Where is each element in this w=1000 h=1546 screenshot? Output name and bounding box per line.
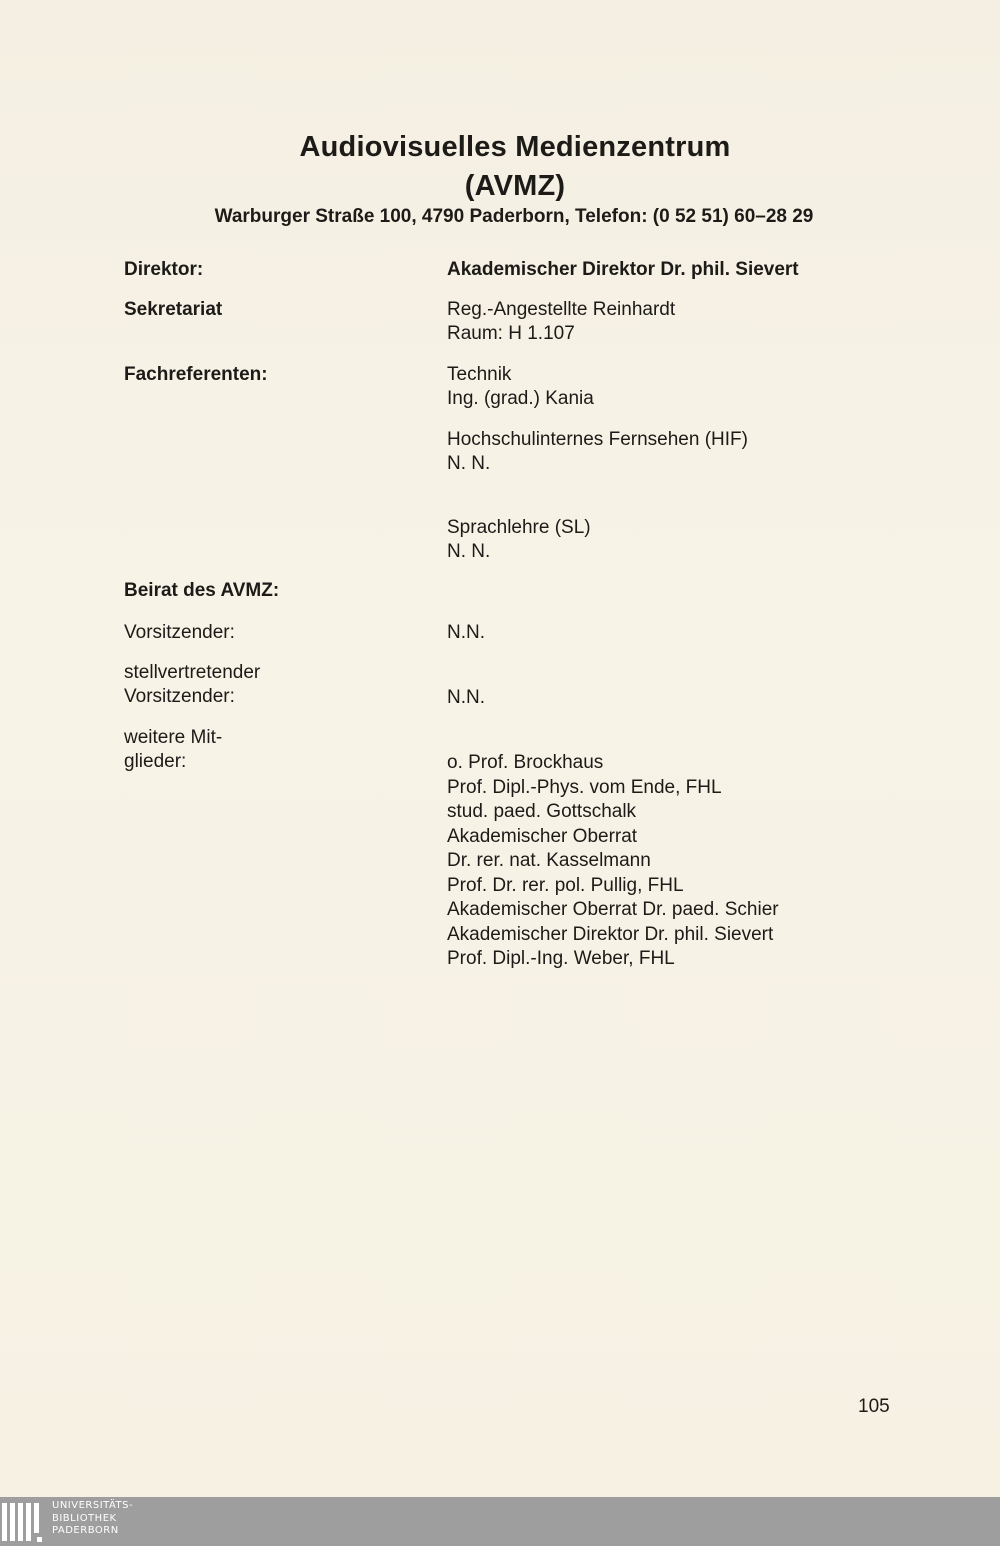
stellv-vorsitzender-label: stellvertretender bbox=[124, 662, 261, 683]
beirat-member: Prof. Dipl.-Ing. Weber, FHL bbox=[447, 948, 675, 969]
beirat-member: Akademischer Oberrat Dr. paed. Schier bbox=[447, 899, 779, 920]
stellv-vorsitzender-value: N.N. bbox=[447, 687, 485, 708]
library-footer-bar bbox=[0, 1497, 1000, 1546]
beirat-member: Akademischer Oberrat bbox=[447, 825, 638, 847]
beirat-heading: Beirat des AVMZ: bbox=[124, 580, 280, 601]
fachreferent-technik-area: Technik bbox=[447, 364, 512, 385]
fachreferent-sl-name: N. N. bbox=[447, 541, 491, 562]
fachreferenten-label: Fachreferenten: bbox=[124, 364, 268, 385]
library-name-line: BIBLIOTHEK bbox=[52, 1512, 117, 1524]
sekretariat-label: Sekretariat bbox=[124, 299, 223, 320]
beirat-member: Dr. rer. nat. Kasselmann bbox=[447, 850, 651, 871]
vorsitzender-value: N.N. bbox=[447, 622, 485, 643]
direktor-label: Direktor: bbox=[124, 259, 204, 280]
fachreferent-sl-area: Sprachlehre (SL) bbox=[447, 517, 591, 538]
beirat-member: stud. paed. Gottschalk bbox=[447, 801, 637, 822]
direktor-value: Akademischer Direktor Dr. phil. Sievert bbox=[447, 259, 799, 280]
beirat-member: Akademischer Direktor Dr. phil. Sievert bbox=[447, 923, 774, 945]
stellv-vorsitzender-label-cont: Vorsitzender: bbox=[124, 686, 235, 707]
page-number: 105 bbox=[858, 1396, 890, 1417]
page-title-abbreviation: (AVMZ) bbox=[464, 170, 566, 202]
fachreferent-technik-name: Ing. (grad.) Kania bbox=[447, 388, 594, 409]
vorsitzender-label: Vorsitzender: bbox=[124, 622, 235, 643]
library-name-line: UNIVERSITÄTS- bbox=[52, 1500, 134, 1511]
beirat-member: Prof. Dipl.-Phys. vom Ende, FHL bbox=[447, 776, 722, 798]
page-title: Audiovisuelles Medienzentrum bbox=[299, 131, 731, 163]
sekretariat-room: Raum: H 1.107 bbox=[447, 323, 575, 344]
sekretariat-line: Reg.-Angestellte Reinhardt bbox=[447, 299, 676, 320]
fachreferent-hif-name: N. N. bbox=[447, 453, 491, 474]
address-line: Warburger Straße 100, 4790 Paderborn, Telefon: (0 52 51) 60–28 29 bbox=[214, 206, 814, 227]
library-name bbox=[52, 1500, 133, 1538]
library-name-line: PADERBORN bbox=[52, 1525, 119, 1536]
weitere-mitglieder-label-cont: glieder: bbox=[124, 751, 187, 772]
beirat-member: o. Prof. Brockhaus bbox=[447, 752, 604, 773]
beirat-member: Prof. Dr. rer. pol. Pullig, FHL bbox=[447, 874, 684, 896]
library-logo-icon bbox=[0, 1497, 52, 1546]
weitere-mitglieder-label: weitere Mit- bbox=[124, 727, 223, 748]
fachreferent-hif-area: Hochschulinternes Fernsehen (HIF) bbox=[447, 429, 748, 450]
